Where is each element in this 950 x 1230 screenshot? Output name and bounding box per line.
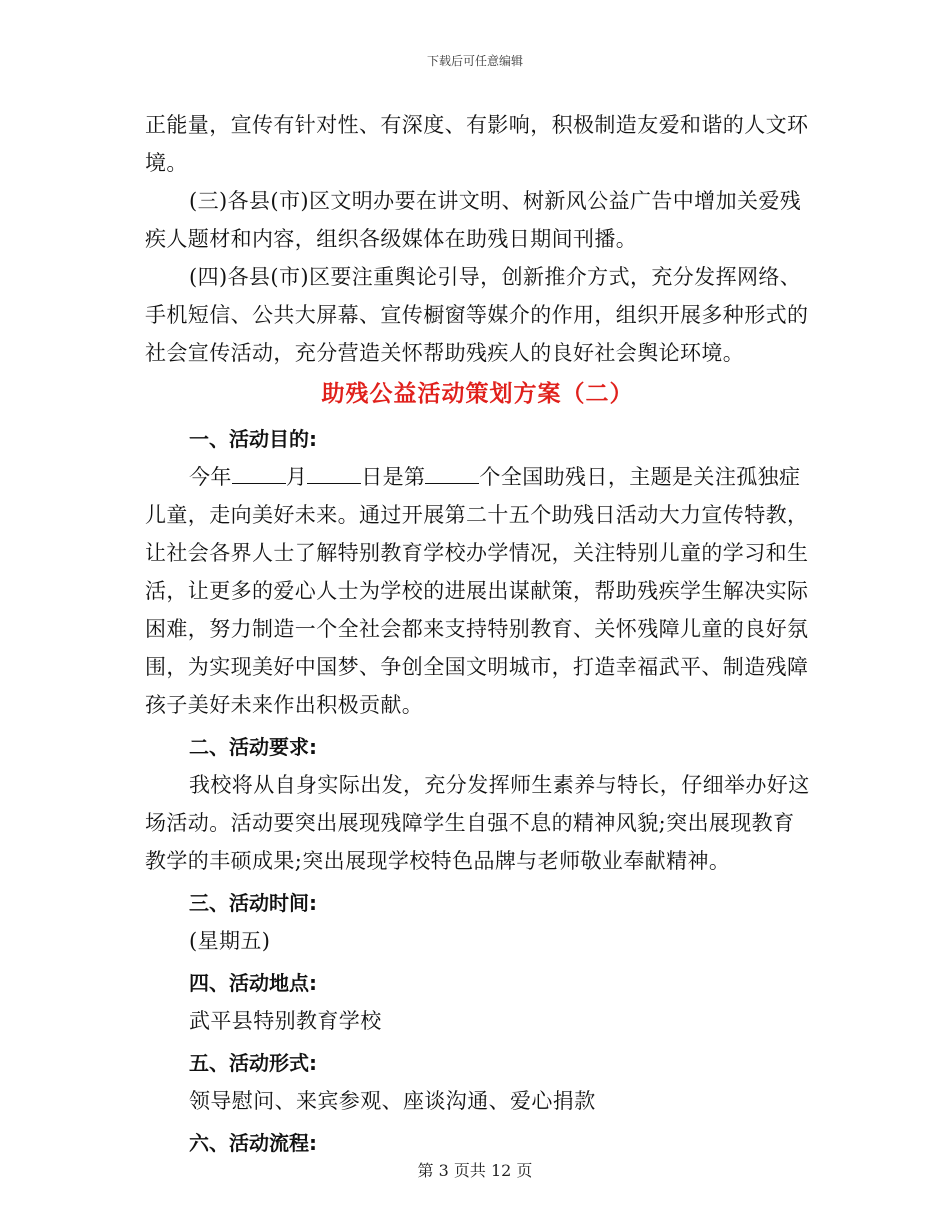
blank-day xyxy=(307,465,361,484)
document-title: 助残公益活动策划方案（二） xyxy=(321,381,634,407)
heading-goal: 一、活动目的: xyxy=(189,427,317,451)
paragraph-item-3: (三)各县(市)区文明办要在讲文明、树新风公益广告中增加关爱残疾人题材和内容，组织各级媒体在助残日期间刊播。 xyxy=(145,189,802,251)
paragraph-place: 武平县特别教育学校 xyxy=(189,1009,382,1033)
heading-place: 四、活动地点: xyxy=(189,971,317,995)
paragraph-time: (星期五) xyxy=(189,929,271,953)
paragraph-continuation: 正能量，宣传有针对性、有深度、有影响，积极制造友爱和谐的人文环境。 xyxy=(145,113,809,175)
goal-text-a: 今年 xyxy=(189,465,232,489)
heading-requirements: 二、活动要求: xyxy=(189,735,317,759)
header-note: 下载后可任意编辑 xyxy=(426,54,523,68)
heading-form: 五、活动形式: xyxy=(189,1051,317,1075)
blank-month xyxy=(232,465,286,484)
paragraph-requirements: 我校将从自身实际出发，充分发挥师生素养与特长，仔细举办好这场活动。活动要突出展现残障学生自强不息的精神风貌;突出展现教育教学的丰硕成果;突出展现学校特色品牌与老师敬业奉献精神。 xyxy=(145,773,810,873)
page-number: 第 3 页共 12 页 xyxy=(417,1161,533,1180)
paragraph-form: 领导慰问、来宾参观、座谈沟通、爱心捐款 xyxy=(189,1089,596,1113)
paragraph-item-4: (四)各县(市)区要注重舆论引导，创新推介方式，充分发挥网络、手机短信、公共大屏幕、宣传橱窗等媒介的作用，组织开展多种形式的社会宣传活动，充分营造关怀帮助残疾人的良好社会舆论环境。 xyxy=(145,265,809,365)
heading-flow: 六、活动流程: xyxy=(189,1131,317,1155)
document-body xyxy=(145,106,810,1162)
goal-text-b: 月 xyxy=(285,465,308,489)
paragraph-goal xyxy=(145,458,810,724)
blank-number xyxy=(425,465,479,484)
goal-text-d: 个全国助残日，主题是关注孤独症儿童，走向美好未来。通过开展第二十五个助残日活动大力宣传特教，让社会各界人士了解特别教育学校办学情况，关注特别儿童的学习和生活，让更多的爱心人士为学校的进展出谋献策，帮助残疾学生解决实际困难，努力制造一个全社会都来支持特别教育、关怀残障儿童的良好氛围，为实现美好中国梦、争创全国文明城市，打造幸福武平、制造残障孩子美好未来作出积极贡献。 xyxy=(145,465,809,717)
heading-time: 三、活动时间: xyxy=(189,891,317,915)
goal-text-c: 日是第 xyxy=(361,465,426,489)
